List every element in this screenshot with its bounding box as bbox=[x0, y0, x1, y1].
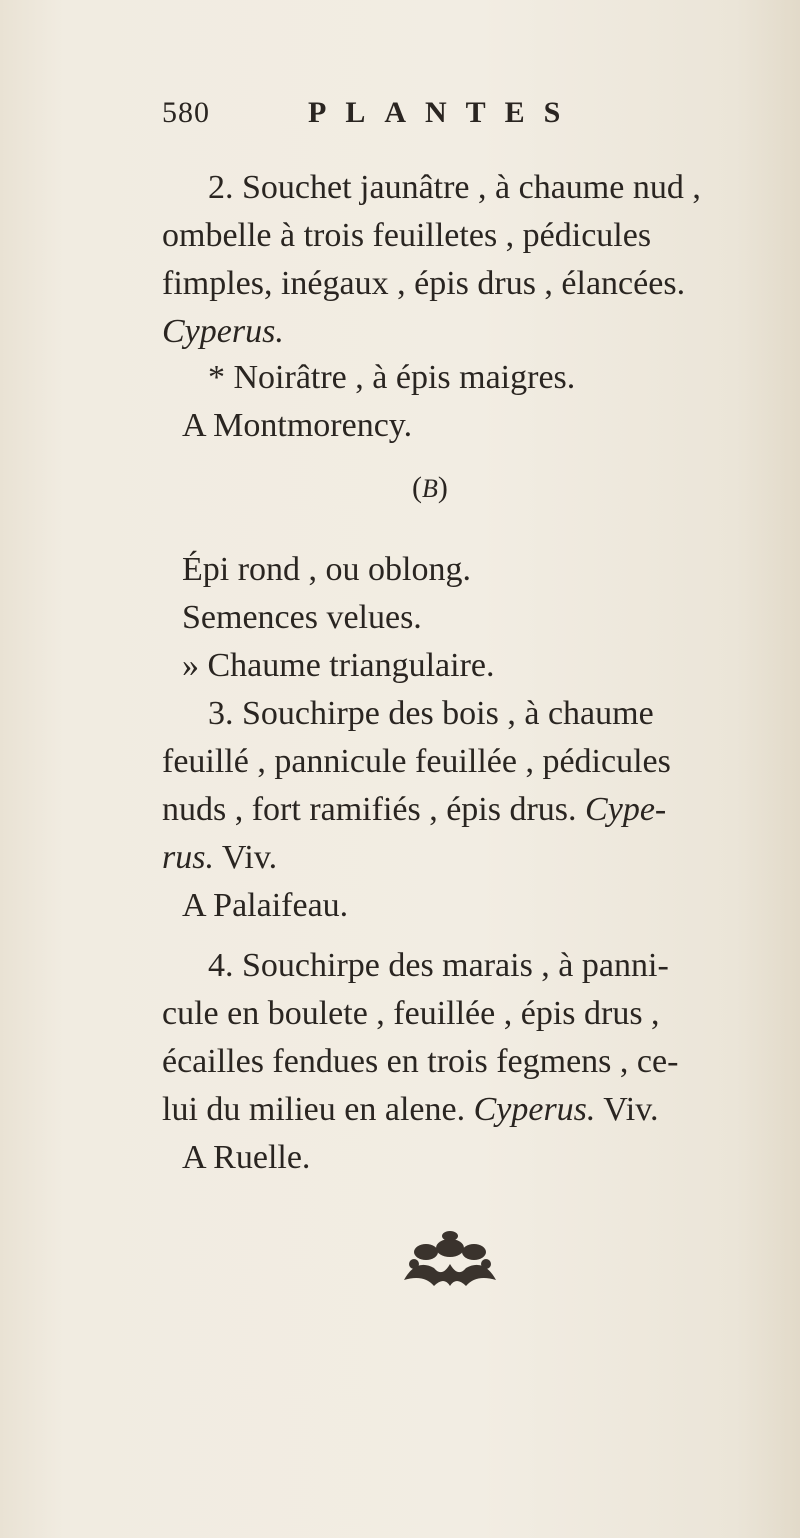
entry-3-line-3 bbox=[162, 788, 666, 832]
lifespan: Viv. bbox=[221, 839, 278, 876]
entry-4-line-1 bbox=[208, 944, 669, 988]
entry-2-genus: Cyperus. bbox=[162, 313, 284, 350]
running-head: PLANTES bbox=[308, 96, 580, 129]
entry-2-line-3: fimples, inégaux , épis drus , élancées. bbox=[162, 265, 686, 302]
entry-text: nuds , fort ramifiés , épis drus. bbox=[162, 791, 577, 828]
section-b-line-1: Épi rond , ou oblong. bbox=[182, 551, 471, 588]
entry-2-line-2: ombelle à trois feuilletes , pédicules bbox=[162, 217, 652, 254]
section-paren-close: ) bbox=[437, 471, 448, 504]
entry-number: 3. bbox=[208, 695, 234, 732]
section-heading bbox=[412, 466, 448, 511]
section-b-line-2: Semences velues. bbox=[182, 599, 422, 636]
entry-4-line-4 bbox=[162, 1088, 659, 1132]
entry-number: 4. bbox=[208, 947, 234, 984]
entry-number: 2. bbox=[208, 169, 234, 206]
genus: Cyperus. bbox=[473, 1091, 596, 1128]
entry-2-locality: A Montmorency. bbox=[182, 407, 413, 444]
section-letter: B bbox=[422, 474, 438, 503]
entry-text: Souchirpe des bois , à chaume bbox=[242, 695, 654, 732]
section-b-line-3: » Chaume triangulaire. bbox=[182, 647, 495, 684]
genus-part-1: Cype- bbox=[585, 791, 667, 828]
genus-part-2: rus. bbox=[162, 839, 214, 876]
entry-3-line-4 bbox=[162, 836, 277, 880]
entry-text: Souchirpe des marais , à panni- bbox=[242, 947, 669, 984]
page-number: 580 bbox=[162, 96, 210, 129]
entry-4-line-3: écailles fendues en trois fegmens , ce- bbox=[162, 1043, 679, 1080]
entry-2-variety: * Noirâtre , à épis maigres. bbox=[208, 359, 576, 396]
entry-text: lui du milieu en alene. bbox=[162, 1091, 466, 1128]
section-paren-open: ( bbox=[412, 471, 422, 504]
lifespan: Viv. bbox=[603, 1091, 659, 1128]
entry-4-locality: A Ruelle. bbox=[182, 1139, 311, 1176]
entry-2-line-1 bbox=[208, 166, 701, 210]
entry-text: Souchet jaunâtre , à chaume nud , bbox=[242, 169, 701, 206]
entry-3-line-2: feuillé , pannicule feuillée , pédicules bbox=[162, 743, 671, 780]
printers-ornament-icon bbox=[396, 1228, 504, 1290]
entry-4-line-2: cule en boulete , feuillée , épis drus , bbox=[162, 995, 660, 1032]
entry-3-line-1 bbox=[208, 692, 654, 736]
entry-3-locality: A Palaifeau. bbox=[182, 887, 349, 924]
page-header bbox=[162, 96, 642, 136]
